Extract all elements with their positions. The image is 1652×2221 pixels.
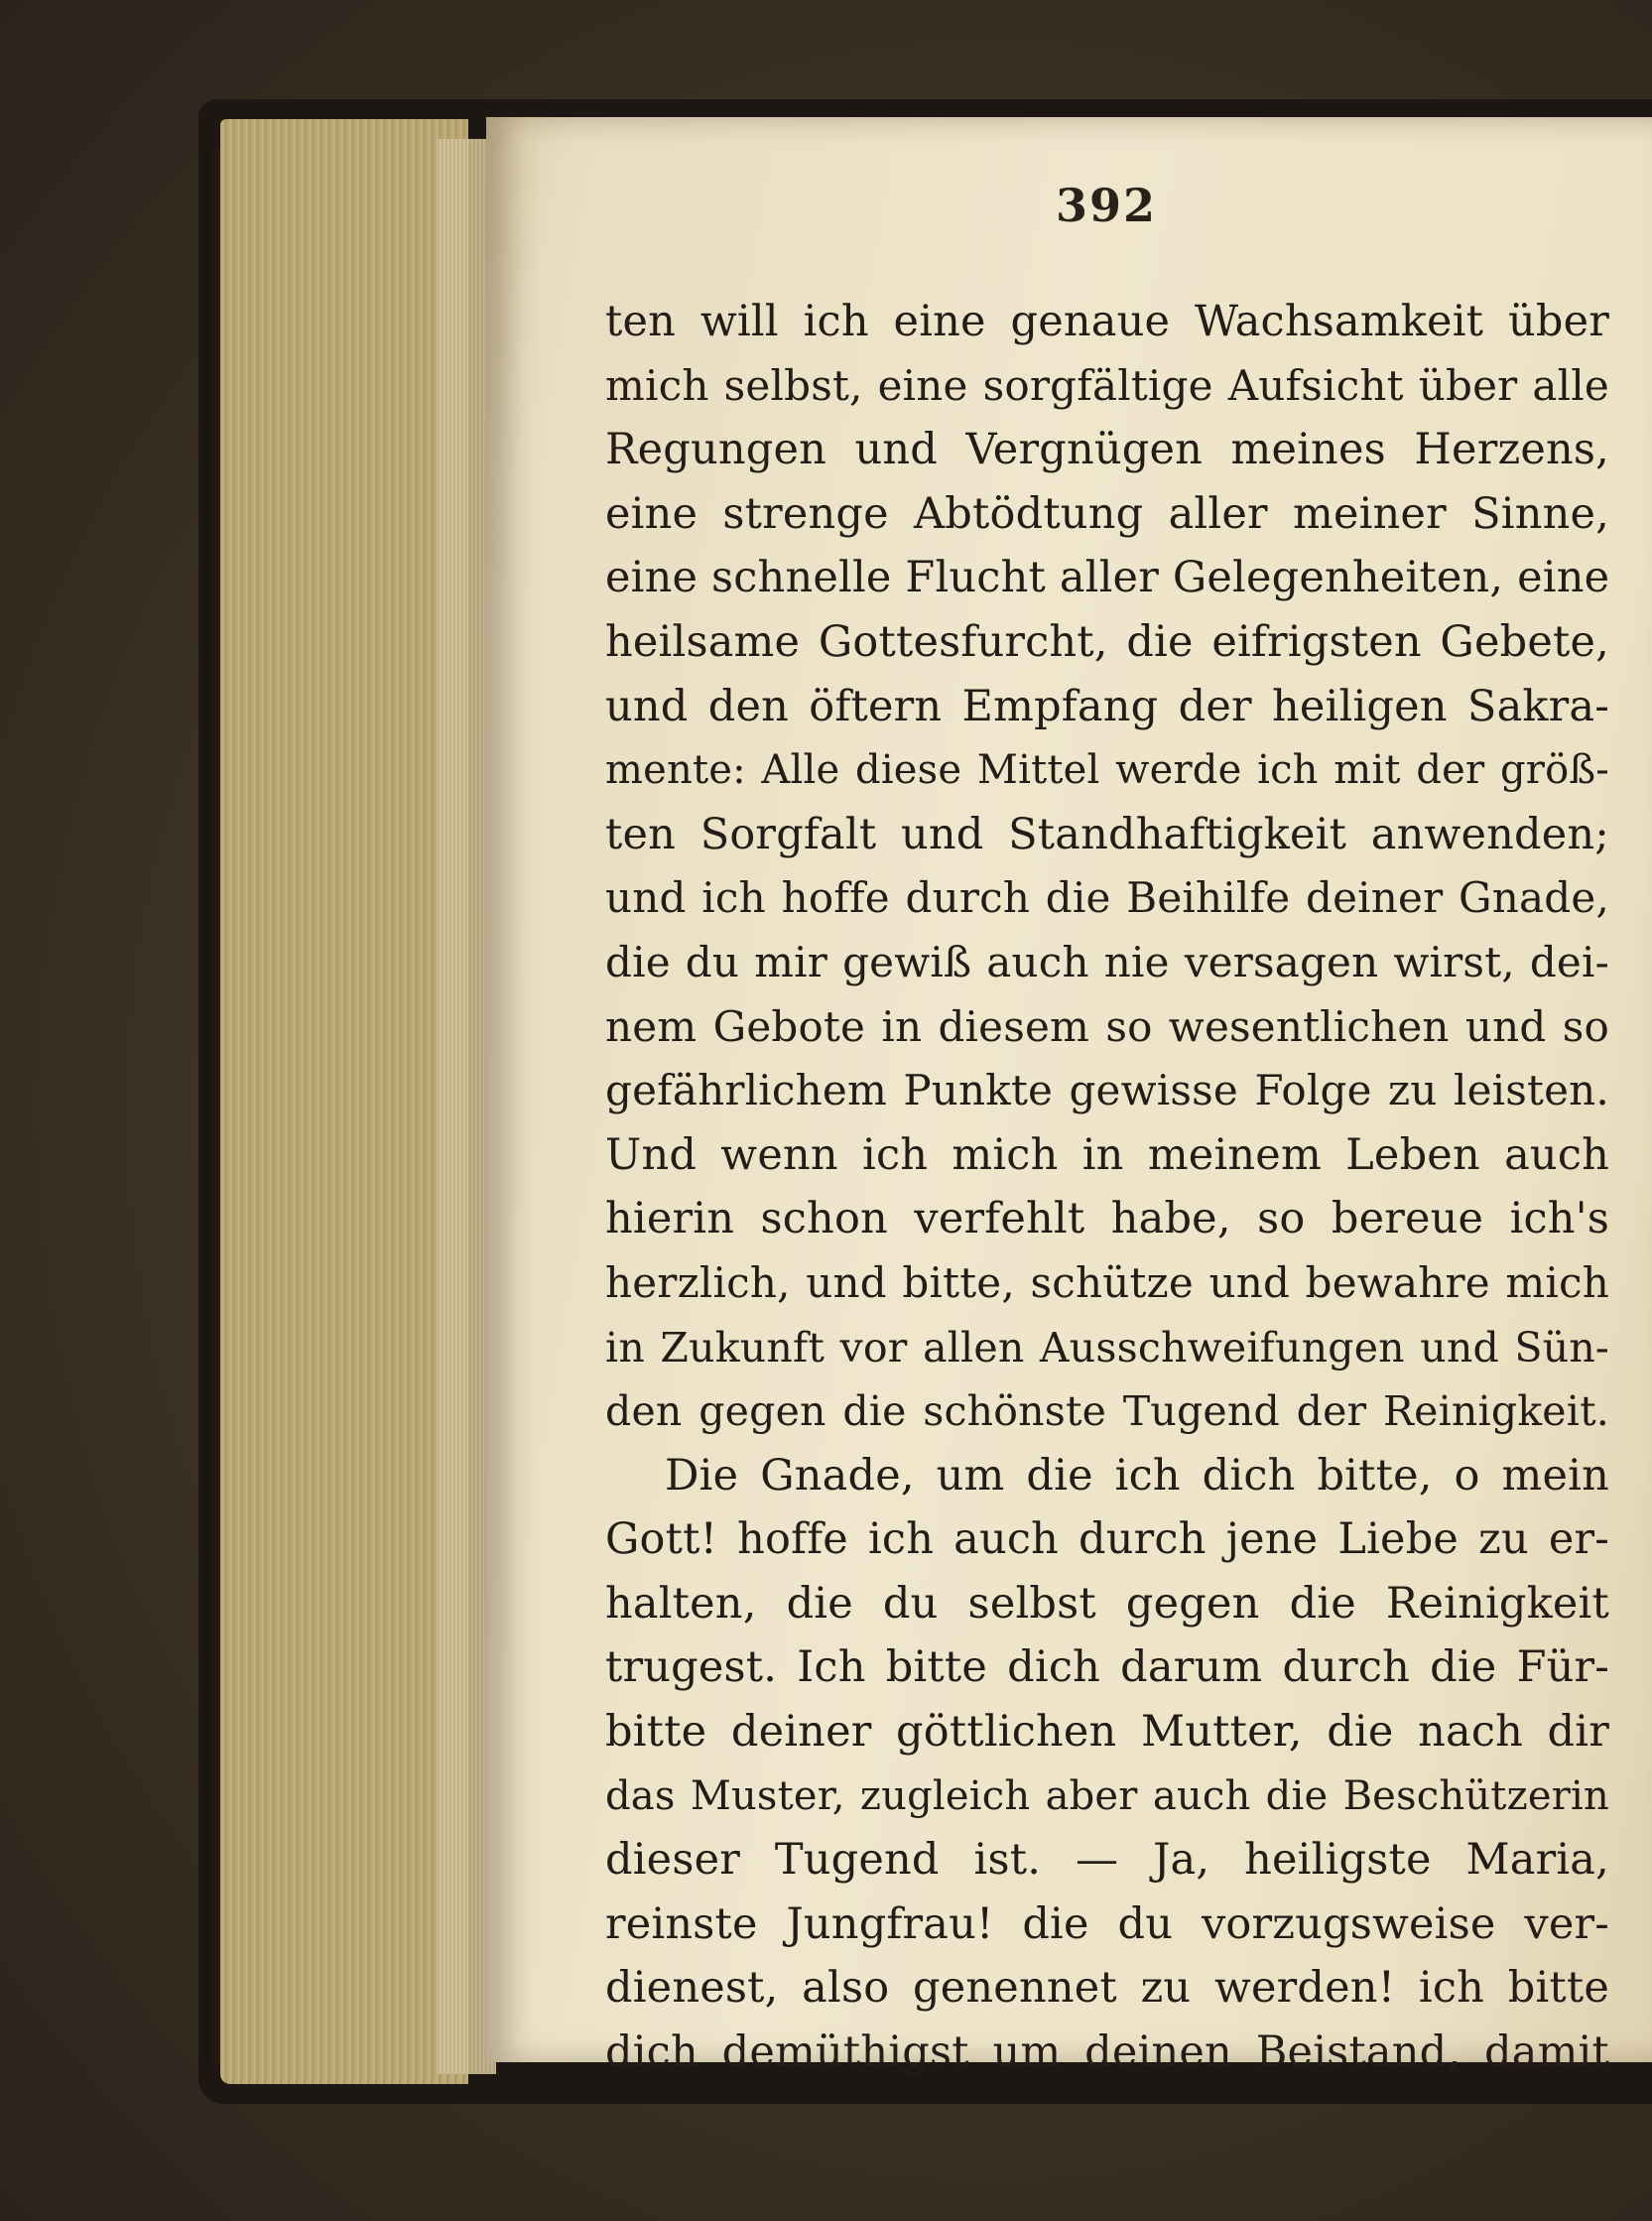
- text-line: und den öftern Empfang der heiligen Sakra-: [605, 681, 1609, 731]
- text-line: ten will ich eine genaue Wachsamkeit über: [605, 297, 1609, 346]
- text-line: dieser Tugend ist. — Ja, heiligste Maria,: [605, 1835, 1609, 1886]
- text-line: heilsame Gottesfurcht, die eifrigsten Gebete,: [605, 616, 1609, 667]
- text-line: die du mir gewiß auch nie versagen wirst, dei-: [605, 937, 1609, 986]
- text-line: das Muster, zugleich aber auch die Beschützerin: [605, 1772, 1609, 1819]
- text-line: dienest, also genennet zu werden! ich bitte: [605, 1963, 1609, 2014]
- text-line: und ich hoffe durch die Beihilfe deiner Gnade,: [605, 873, 1609, 923]
- text-line: gefährlichem Punkte gewisse Folge zu leisten.: [605, 1066, 1609, 1115]
- text-line: hierin schon verfehlt habe, so bereue ich's: [605, 1194, 1609, 1244]
- text-line: eine schnelle Flucht aller Gelegenheiten, eine: [605, 553, 1610, 603]
- text-line: in Zukunft vor allen Ausschweifungen und Sün-: [605, 1323, 1609, 1372]
- text-line: Gott! hoffe ich auch durch jene Liebe zu er-: [605, 1514, 1609, 1565]
- text-line: mente: Alle diese Mittel werde ich mit der größ-: [605, 747, 1609, 794]
- text-line: reinste Jungfrau! die du vorzugsweise ver-: [605, 1898, 1609, 1949]
- text-line: bitte deiner göttlichen Mutter, die nach dir: [605, 1707, 1609, 1758]
- text-line: trugest. Ich bitte dich darum durch die Für-: [605, 1642, 1609, 1693]
- page-text: [605, 290, 1609, 2085]
- text-line: Und wenn ich mich in meinem Leben auch: [605, 1129, 1609, 1180]
- text-line: dich demüthigst um deinen Beistand, damit: [605, 2027, 1609, 2078]
- page-number: 392: [1055, 179, 1158, 232]
- page-edges: [220, 119, 468, 2084]
- text-line: herzlich, und bitte, schütze und bewahre mich: [605, 1257, 1609, 1307]
- text-line: nem Gebote in diesem so wesentlichen und so: [605, 1001, 1609, 1051]
- text-line: den gegen die schönste Tugend der Reinigkeit.: [605, 1387, 1609, 1436]
- text-line: ten Sorgfalt und Standhaftigkeit anwenden;: [605, 809, 1609, 859]
- text-line: halten, die du selbst gegen die Reinigkeit: [605, 1578, 1609, 1629]
- text-line: mich selbst, eine sorgfältige Aufsicht über alle: [605, 360, 1609, 410]
- text-line: Die Gnade, um die ich dich bitte, o mein: [665, 1450, 1609, 1501]
- text-line: Regungen und Vergnügen meines Herzens,: [605, 425, 1609, 475]
- text-line: eine strenge Abtödtung aller meiner Sinne,: [605, 488, 1609, 539]
